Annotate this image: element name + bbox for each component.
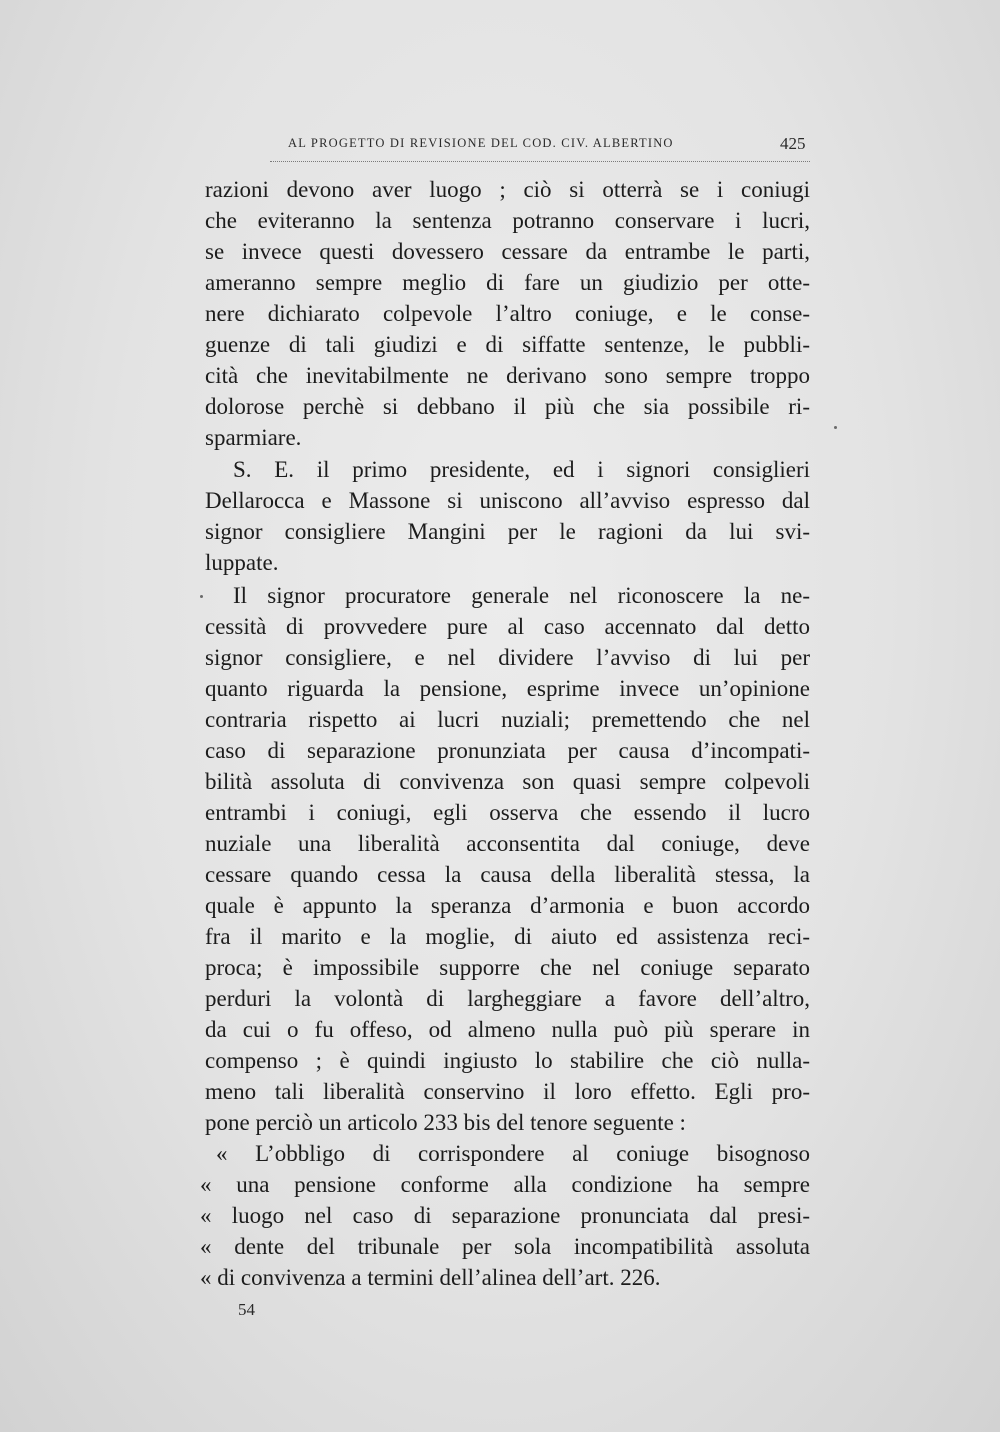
signature-mark: 54 — [238, 1300, 255, 1319]
quote-line: « di convivenza a termini dell’alinea dell’art. 226. — [200, 1265, 661, 1290]
ink-speck — [200, 595, 203, 598]
body-line: Il signor procuratore generale nel riconoscere la ne- — [233, 583, 810, 608]
body-line: quanto riguarda la pensione, esprime invece un’opinione — [205, 676, 810, 701]
body-line: entrambi i coniugi, egli osserva che essendo il lucro — [205, 800, 810, 825]
body-line: signor consigliere, e nel dividere l’avviso di lui per — [205, 645, 810, 670]
body-line: perduri la volontà di largheggiare a favore dell’altro, — [205, 986, 810, 1011]
body-line: meno tali liberalità conservino il loro effetto. Egli pro- — [205, 1079, 810, 1104]
running-head: AL PROGETTO DI REVISIONE DEL COD. CIV. ALBERTINO — [288, 136, 674, 150]
body-line: quale è appunto la speranza d’armonia e buon accordo — [205, 893, 810, 918]
body-line: cessità di provvedere pure al caso accennato dal detto — [205, 614, 810, 639]
body-line: da cui o fu offeso, od almeno nulla può più sperare in — [205, 1017, 810, 1042]
body-line: se invece questi dovessero cessare da entrambe le parti, — [205, 239, 810, 264]
quote-line: « luogo nel caso di separazione pronunciata dal presi- — [200, 1203, 810, 1228]
body-line: Dellarocca e Massone si uniscono all’avviso espresso dal — [205, 488, 810, 513]
body-line: S. E. il primo presidente, ed i signori consiglieri — [233, 457, 810, 482]
body-line: sparmiare. — [205, 425, 302, 450]
body-line: contraria rispetto ai lucri nuziali; premettendo che nel — [205, 707, 810, 732]
body-line: fra il marito e la moglie, di aiuto ed assistenza reci- — [205, 924, 810, 949]
body-line: caso di separazione pronunziata per causa d’incompati- — [205, 738, 810, 763]
body-line: dolorose perchè si debbano il più che sia possibile ri- — [205, 394, 810, 419]
body-line: razioni devono aver luogo ; ciò si otterrà se i coniugi — [205, 177, 810, 202]
body-line: cessare quando cessa la causa della liberalità stessa, la — [205, 862, 810, 887]
quote-line: « L’obbligo di corrispondere al coniuge bisognoso — [216, 1141, 810, 1166]
body-line: nere dichiarato colpevole l’altro coniuge, e le conse- — [205, 301, 810, 326]
ink-speck — [834, 426, 837, 429]
header-rule — [270, 161, 810, 162]
body-line: nuziale una liberalità acconsentita dal coniuge, deve — [205, 831, 810, 856]
body-line: pone perciò un articolo 233 bis del tenore seguente : — [205, 1110, 686, 1135]
body-line: cità che inevitabilmente ne derivano sono sempre troppo — [205, 363, 810, 388]
body-line: compenso ; è quindi ingiusto lo stabilire che ciò nulla- — [205, 1048, 810, 1073]
body-line: luppate. — [205, 550, 279, 575]
body-line: che eviteranno la sentenza potranno conservare i lucri, — [205, 208, 810, 233]
body-line: proca; è impossibile supporre che nel coniuge separato — [205, 955, 810, 980]
body-line: bilità assoluta di convivenza son quasi sempre colpevoli — [205, 769, 810, 794]
body-line: guenze di tali giudizi e di siffatte sentenze, le pubbli- — [205, 332, 810, 357]
page-number: 425 — [780, 134, 806, 153]
quote-line: « una pensione conforme alla condizione ha sempre — [200, 1172, 810, 1197]
quote-line: « dente del tribunale per sola incompatibilità assoluta — [200, 1234, 810, 1259]
body-line: ameranno sempre meglio di fare un giudizio per otte- — [205, 270, 810, 295]
body-line: signor consigliere Mangini per le ragioni da lui svi- — [205, 519, 810, 544]
